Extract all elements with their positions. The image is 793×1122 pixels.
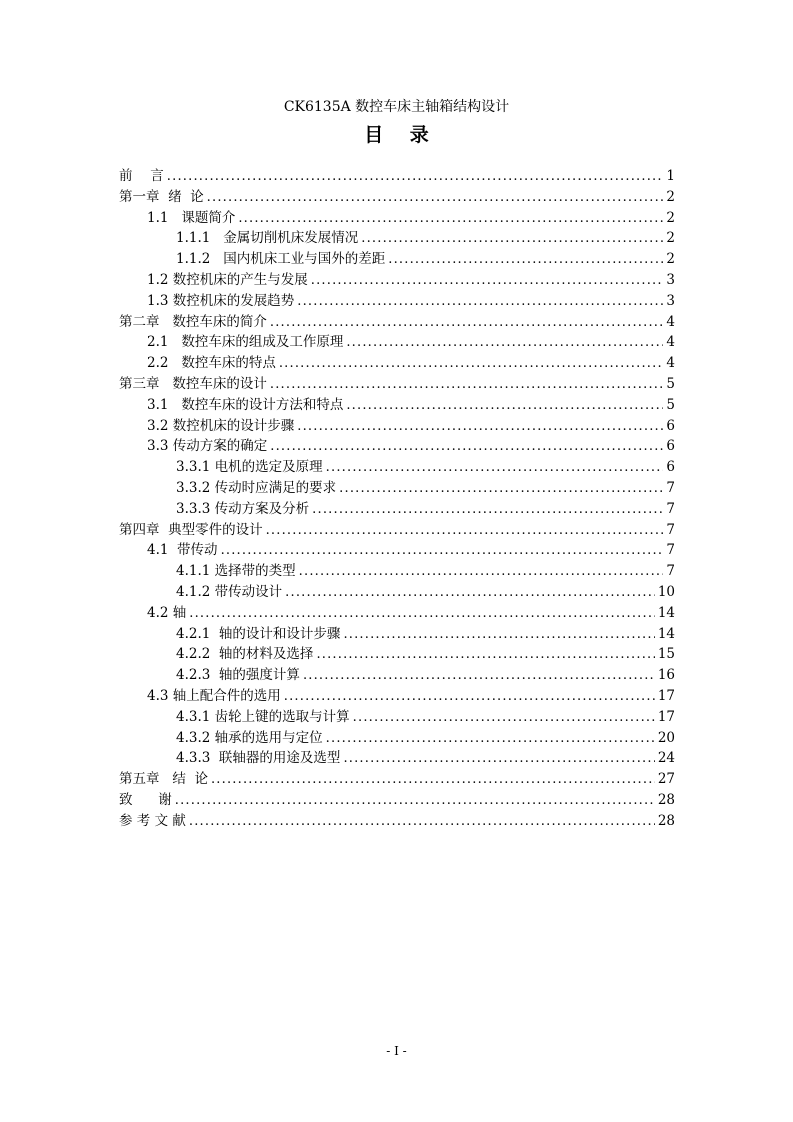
toc-leader-dots — [343, 751, 654, 766]
toc-entry-page: 6 — [666, 459, 675, 476]
toc-entry-page: 2 — [666, 251, 675, 268]
toc-entry[interactable] — [119, 289, 675, 310]
toc-entry[interactable] — [119, 247, 675, 268]
toc-entry-label: 4.1.1 选择带的类型 — [176, 563, 296, 580]
toc-leader-dots — [238, 211, 663, 226]
toc-leader-dots — [175, 793, 655, 808]
toc-entry-label: 第五章 结 论 — [119, 771, 208, 788]
toc-entry-label: 1.3 数控机床的发展趋势 — [147, 292, 295, 309]
toc-leader-dots — [285, 585, 655, 600]
toc-entry-label: 第一章 绪 论 — [119, 188, 204, 205]
toc-leader-dots — [299, 564, 664, 579]
toc-entry-page: 17 — [657, 687, 675, 704]
toc-entry-label: 3.3.1 电机的选定及原理 — [176, 459, 323, 476]
toc-entry-page: 7 — [666, 563, 675, 580]
toc-leader-dots — [270, 315, 664, 330]
toc-entry[interactable] — [119, 351, 675, 372]
toc-entry-page: 4 — [666, 313, 675, 330]
toc-entry[interactable] — [119, 414, 675, 435]
toc-entry[interactable] — [119, 684, 675, 705]
toc-leader-dots — [270, 377, 664, 392]
toc-leader-dots — [303, 668, 655, 683]
toc-entry-page: 28 — [657, 812, 675, 829]
toc-entry-label: 2.1 数控车床的组成及工作原理 — [147, 334, 344, 351]
toc-entry[interactable] — [119, 601, 675, 622]
toc-leader-dots — [297, 419, 663, 434]
toc-leader-dots — [339, 481, 663, 496]
toc-entry-label: 3.3 传动方案的确定 — [147, 438, 268, 455]
toc-entry-page: 4 — [666, 355, 675, 372]
toc-entry-page: 14 — [657, 604, 675, 621]
toc-leader-dots — [326, 731, 655, 746]
toc-entry-label: 参 考 文 献 — [119, 812, 186, 829]
toc-entry-page: 3 — [666, 292, 675, 309]
toc-entry[interactable] — [119, 372, 675, 393]
toc-entry-page: 16 — [657, 667, 675, 684]
toc-leader-dots — [270, 439, 663, 454]
toc-entry[interactable] — [119, 642, 675, 663]
toc-entry-page: 5 — [666, 375, 675, 392]
toc-entry-label: 4.1.2 带传动设计 — [176, 583, 283, 600]
toc-entry-label: 2.2 数控车床的特点 — [147, 355, 276, 372]
toc-entry[interactable] — [119, 476, 675, 497]
toc-leader-dots — [316, 647, 654, 662]
toc-leader-dots — [167, 169, 664, 184]
toc-entry-page: 6 — [666, 438, 675, 455]
toc-entry[interactable] — [119, 538, 675, 559]
toc-entry[interactable] — [119, 497, 675, 518]
toc-entry-label: 1.1.1 金属切削机床发展情况 — [176, 230, 359, 247]
toc-leader-dots — [346, 398, 663, 413]
toc-leader-dots — [189, 814, 655, 829]
toc-entry-page: 14 — [657, 625, 675, 642]
toc-entry-label: 致 谢 — [119, 791, 172, 808]
toc-entry-label: 3.3.2 传动时应满足的要求 — [176, 479, 337, 496]
toc-entry-label: 4.3.3 联轴器的用途及选型 — [176, 750, 341, 767]
toc-entry[interactable] — [119, 663, 675, 684]
toc-entry[interactable] — [119, 455, 675, 476]
toc-entry-page: 7 — [666, 500, 675, 517]
toc-entry-label: 3.1 数控车床的设计方法和特点 — [147, 396, 344, 413]
toc-leader-dots — [189, 606, 655, 621]
toc-entry[interactable] — [119, 809, 675, 830]
toc-entry-label: 前 言 — [119, 168, 164, 184]
toc-leader-dots — [221, 543, 664, 558]
toc-leader-dots — [207, 190, 664, 205]
toc-leader-dots — [361, 231, 663, 246]
toc-entry[interactable] — [119, 788, 675, 809]
toc-entry-label: 第四章 典型零件的设计 — [119, 521, 263, 538]
toc-entry-page: 15 — [657, 646, 675, 663]
toc-entry[interactable] — [119, 622, 675, 643]
toc-entry[interactable] — [119, 580, 675, 601]
toc-entry-page: 7 — [666, 521, 675, 538]
toc-entry[interactable] — [119, 705, 675, 726]
toc-leader-dots — [346, 335, 663, 350]
toc-entry-page: 24 — [657, 750, 675, 767]
toc-entry-page: 2 — [666, 209, 675, 226]
toc-entry-label: 4.1 带传动 — [147, 542, 218, 559]
toc-leader-dots — [388, 252, 663, 267]
toc-entry-page: 3 — [666, 271, 675, 288]
toc-entry[interactable] — [119, 226, 675, 247]
toc-leader-dots — [284, 689, 655, 704]
toc-entry-label: 4.2 轴 — [147, 604, 187, 621]
toc-entry-label: 4.3 轴上配合件的选用 — [147, 687, 281, 704]
toc-leader-dots — [279, 356, 664, 371]
toc-leader-dots — [297, 294, 663, 309]
toc-leader-dots — [326, 460, 664, 475]
toc-entry[interactable] — [119, 393, 675, 414]
toc-entry-label: 4.2.3 轴的强度计算 — [176, 667, 300, 684]
toc-entry-label: 3.2 数控机床的设计步骤 — [147, 417, 295, 434]
toc-entry-label: 4.3.2 轴承的选用与定位 — [176, 729, 323, 746]
toc-entry-label: 1.1.2 国内机床工业与国外的差距 — [176, 251, 386, 268]
toc-entry-label: 1.2 数控机床的产生与发展 — [147, 271, 308, 288]
toc-leader-dots — [211, 772, 655, 787]
toc-entry[interactable] — [119, 206, 675, 227]
toc-entry[interactable] — [119, 185, 675, 206]
toc-leader-dots — [343, 627, 654, 642]
toc-entry[interactable] — [119, 330, 675, 351]
toc-entry-label: 第二章 数控车床的简介 — [119, 313, 267, 330]
toc-entry-label: 第三章 数控车床的设计 — [119, 375, 267, 392]
toc-entry[interactable] — [119, 268, 675, 289]
toc-entry-label: 4.2.2 轴的材料及选择 — [176, 646, 314, 663]
toc-entry-page: 28 — [657, 791, 675, 808]
toc-entry-page: 27 — [657, 771, 675, 788]
toc-entry-page: 5 — [666, 396, 675, 413]
toc-heading: 目 录 — [364, 124, 429, 146]
toc-entry[interactable] — [119, 767, 675, 788]
toc-entry-label: 4.3.1 齿轮上键的选取与计算 — [176, 708, 350, 725]
toc-entry[interactable] — [119, 746, 675, 767]
table-of-contents — [119, 164, 675, 830]
page-number: - I - — [386, 1044, 407, 1058]
toc-entry[interactable] — [119, 559, 675, 580]
toc-entry[interactable] — [119, 518, 675, 539]
toc-entry-page: 17 — [657, 708, 675, 725]
toc-entry-page: 2 — [666, 230, 675, 247]
toc-entry-page: 2 — [666, 188, 675, 205]
toc-leader-dots — [312, 502, 663, 517]
toc-entry-page: 20 — [657, 729, 675, 746]
toc-entry[interactable] — [119, 164, 675, 185]
toc-entry-page: 7 — [666, 479, 675, 496]
toc-entry-page: 4 — [666, 334, 675, 351]
toc-entry-label: 1.1 课题简介 — [147, 209, 236, 226]
toc-entry-label: 3.3.3 传动方案及分析 — [176, 500, 310, 517]
toc-leader-dots — [353, 710, 655, 725]
toc-entry-page: 10 — [657, 583, 675, 600]
toc-entry[interactable] — [119, 310, 675, 331]
toc-entry-page: 1 — [666, 168, 675, 184]
toc-entry-page: 7 — [666, 542, 675, 559]
toc-entry[interactable] — [119, 434, 675, 455]
toc-leader-dots — [311, 273, 664, 288]
document-title: CK6135A 数控车床主轴箱结构设计 — [283, 99, 510, 115]
toc-entry-page: 6 — [666, 417, 675, 434]
toc-entry-label: 4.2.1 轴的设计和设计步骤 — [176, 625, 341, 642]
toc-entry[interactable] — [119, 726, 675, 747]
toc-leader-dots — [266, 523, 664, 538]
